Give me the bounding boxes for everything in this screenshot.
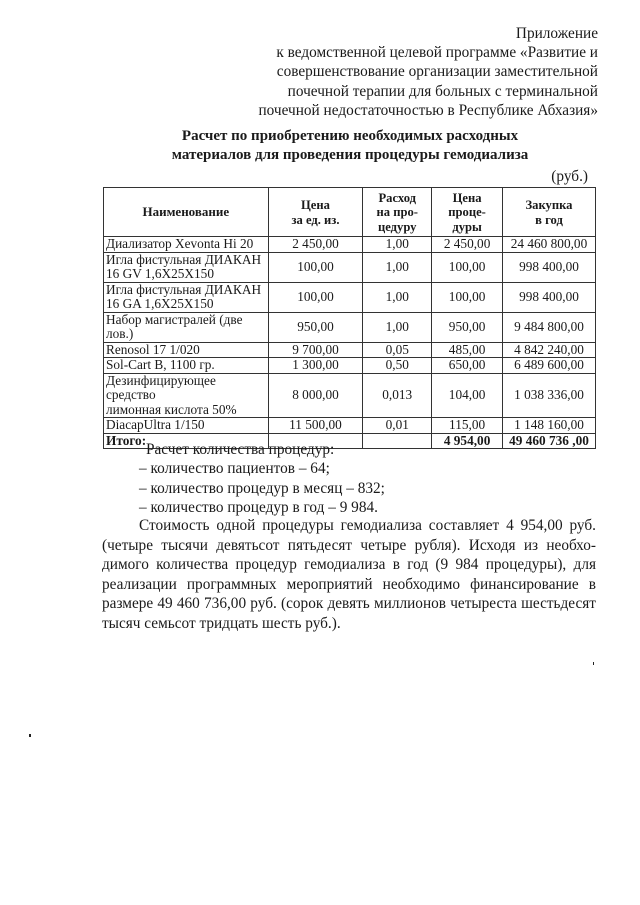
cost-summary-paragraph: Стоимость одной процедуры гемодиализа составляет 4 954,00 руб. (четыре тысячи девятьсот пятьдесят четыре рубля). Исходя из необхо-димого количества процедур гемодиализа в год (9 984 процедуры), для реализации программных мероприятий необходимо финансирование в размере 49 460 736,00 руб. (сорок девять миллионов четыреста шестьдесят тысяч семьсот тридцать шесть руб.). [102, 517, 596, 632]
cell-usage: 0,50 [363, 358, 432, 374]
table-row [104, 418, 596, 434]
cell-unit-price: 950,00 [268, 312, 363, 342]
cell-name: Набор магистралей (две лов.) [104, 312, 269, 342]
table-row [104, 237, 596, 253]
appendix-line: к ведомственной целевой программе «Развитие и [276, 44, 598, 62]
title-line: материалов для проведения процедуры гемодиализа [171, 147, 529, 163]
cell-usage: 0,01 [363, 418, 432, 434]
cell-name: Игла фистульная ДИАКАН 16 GA 1,6X25X150 [104, 282, 269, 312]
cell-procedure-price: 2 450,00 [432, 237, 503, 253]
cell-procedure-price: 650,00 [432, 358, 503, 374]
list-item: – количество процедур в год – 9 984. [139, 498, 378, 516]
title-line: Расчет по приобретению необходимых расходных [181, 128, 519, 144]
cell-unit-price: 100,00 [268, 252, 363, 282]
cell-name: Sol-Cart B, 1100 гр. [104, 358, 269, 374]
cell-unit-price: 2 450,00 [268, 237, 363, 253]
table-row [104, 252, 596, 282]
cell-annual-purchase: 24 460 800,00 [503, 237, 596, 253]
cell-name: DiacapUltra 1/150 [104, 418, 269, 434]
cell-annual-purchase: 6 489 600,00 [503, 358, 596, 374]
appendix-line: Приложение [515, 25, 598, 42]
cell-usage: 1,00 [363, 237, 432, 253]
cell-procedure-price: 485,00 [432, 342, 503, 358]
table-header-row [104, 188, 596, 237]
cell-name: Игла фистульная ДИАКАН 16 GV 1,6X25X150 [104, 252, 269, 282]
list-item: – количество пациентов – 64; [139, 460, 330, 478]
cell-usage: 0,05 [363, 342, 432, 358]
cell-procedure-price: 100,00 [432, 252, 503, 282]
cell-name: Диализатор Xevonta Hi 20 [104, 237, 269, 253]
currency-unit-label: (руб.) [551, 168, 588, 185]
cell-annual-purchase: 4 842 240,00 [503, 342, 596, 358]
cell-procedure-price: 100,00 [432, 282, 503, 312]
header-procedure-price: Цена проце- дуры [432, 188, 503, 237]
cell-usage: 0,013 [363, 373, 432, 418]
cell-annual-purchase: 998 400,00 [503, 252, 596, 282]
cell-name: Renosol 17 1/020 [104, 342, 269, 358]
header-usage: Расход на про- цедуру [363, 188, 432, 237]
header-name: Наименование [104, 188, 269, 237]
section-heading: Расчет количества процедур: [146, 441, 335, 458]
cell-unit-price: 8 000,00 [268, 373, 363, 418]
table-row [104, 358, 596, 374]
materials-table [103, 187, 596, 449]
table-row [104, 282, 596, 312]
header-annual-purchase: Закупка в год [503, 188, 596, 237]
cell-unit-price: 11 500,00 [268, 418, 363, 434]
table-row [104, 312, 596, 342]
scan-speck [593, 662, 594, 665]
appendix-header [258, 24, 598, 120]
cell-annual-purchase: 998 400,00 [503, 282, 596, 312]
total-annual-purchase: 49 460 736 ,00 [503, 433, 596, 449]
table-row [104, 373, 596, 418]
cell-unit-price: 100,00 [268, 282, 363, 312]
scan-speck [29, 734, 31, 737]
cell-procedure-price: 950,00 [432, 312, 503, 342]
appendix-line: совершенствование организации заместительной [276, 63, 598, 81]
cell-annual-purchase: 9 484 800,00 [503, 312, 596, 342]
procedure-count-section [139, 440, 385, 517]
document-title [100, 127, 600, 165]
appendix-line: почечной недостаточностью в Республике Абхазия» [258, 101, 598, 119]
list-item: – количество процедур в месяц – 832; [139, 479, 385, 497]
total-label: Итого: [104, 433, 269, 449]
cell-usage: 1,00 [363, 252, 432, 282]
total-procedure-price: 4 954,00 [432, 433, 503, 449]
table-row [104, 342, 596, 358]
cell-procedure-price: 115,00 [432, 418, 503, 434]
appendix-line: почечной терапии для больных с терминальной [287, 82, 598, 100]
cell-procedure-price: 104,00 [432, 373, 503, 418]
cell-unit-price: 1 300,00 [268, 358, 363, 374]
cell-name: Дезинфицирующее средство лимонная кислота 50% [104, 373, 269, 418]
header-unit-price: Цена за ед. из. [268, 188, 363, 237]
cell-annual-purchase: 1 038 336,00 [503, 373, 596, 418]
cell-usage: 1,00 [363, 312, 432, 342]
cell-annual-purchase: 1 148 160,00 [503, 418, 596, 434]
cell-usage: 1,00 [363, 282, 432, 312]
cell-unit-price: 9 700,00 [268, 342, 363, 358]
